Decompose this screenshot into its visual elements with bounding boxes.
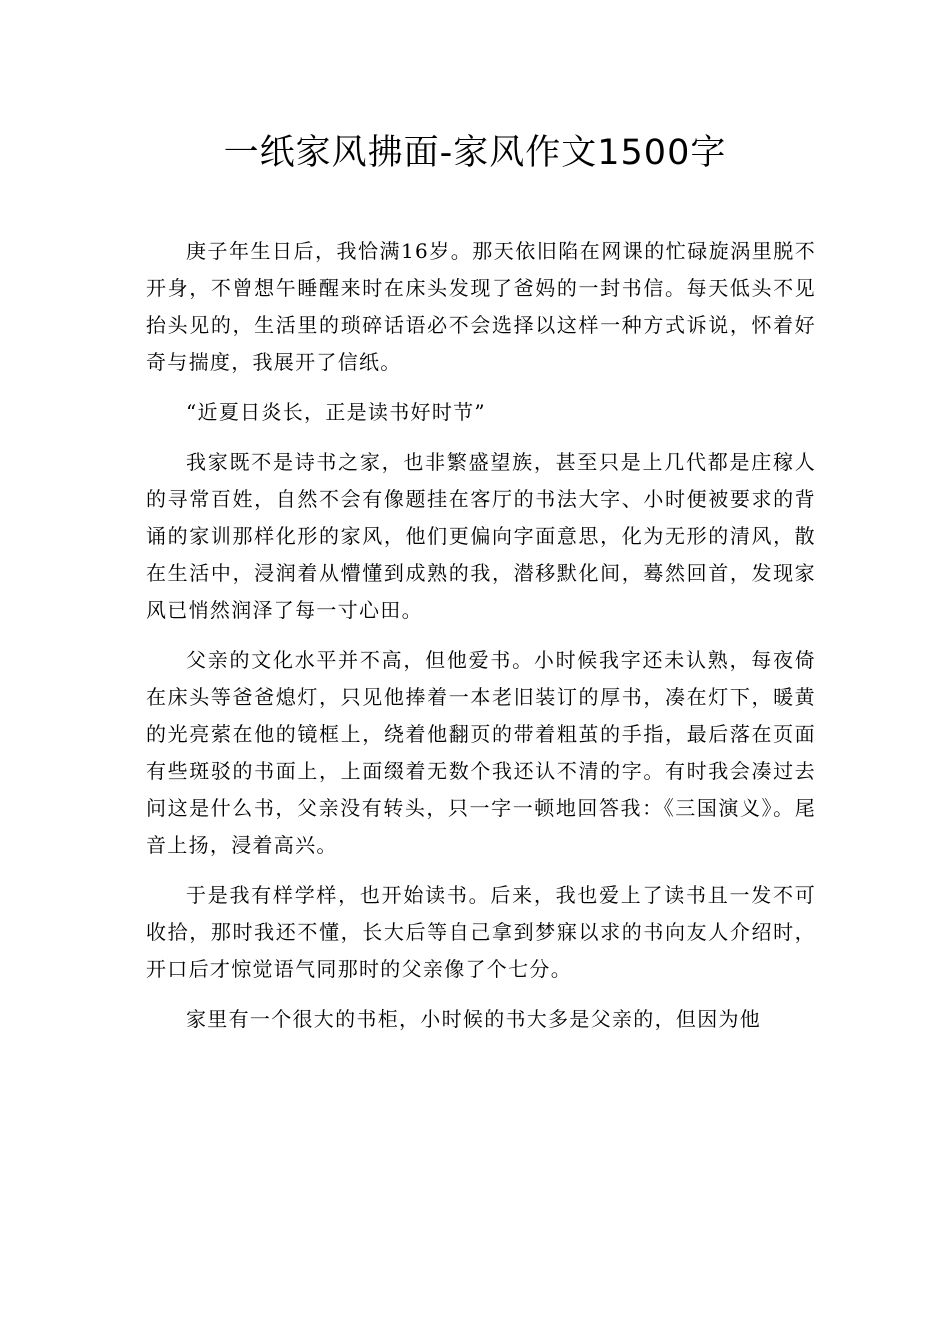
- paragraph: 家里有一个很大的书柜，小时候的书大多是父亲的，但因为他: [186, 1007, 762, 1031]
- paragraph: 庚子年生日后，我恰满16岁。那天依旧陷在网课的忙碌旋涡里脱不开身，不曾想午睡醒来时在床头发现了爸妈的一封书信。每天低头不见抬头见的，生活里的琐碎话语必不会选择以这样一种方式诉说，怀着好奇与揣度，我展开了信纸。: [146, 239, 816, 374]
- paragraph: 我家既不是诗书之家，也非繁盛望族，甚至只是上几代都是庄稼人的寻常百姓，自然不会有像题挂在客厅的书法大字、小时便被要求的背诵的家训那样化形的家风，他们更偏向字面意思，化为无形的清风，散在生活中，浸润着从懵懂到成熟的我，潜移默化间，蓦然回首，发现家风已悄然润泽了每一寸心田。: [146, 450, 816, 622]
- paragraph: 父亲的文化水平并不高，但他爱书。小时候我字还未认熟，每夜倚在床头等爸爸熄灯，只见他捧着一本老旧装订的厚书，凑在灯下，暖黄的光亮萦在他的镜框上，绕着他翻页的带着粗茧的手指，最后落在页面有些斑驳的书面上，上面缀着无数个我还认不清的字。有时我会凑过去问这是什么书，父亲没有转头，只一字一顿地回答我：《三国演义》。尾音上扬，浸着高兴。: [146, 648, 816, 857]
- quote-paragraph: “近夏日炎长，正是读书好时节”: [186, 400, 486, 424]
- document-body: [146, 233, 816, 1051]
- document-title: 一纸家风拂面-家风作文1500字: [223, 133, 727, 173]
- paragraph: 于是我有样学样，也开始读书。后来，我也爱上了读书且一发不可收拾，那时我还不懂，长大后等自己拿到梦寐以求的书向友人介绍时，开口后才惊觉语气同那时的父亲像了个七分。: [146, 883, 816, 981]
